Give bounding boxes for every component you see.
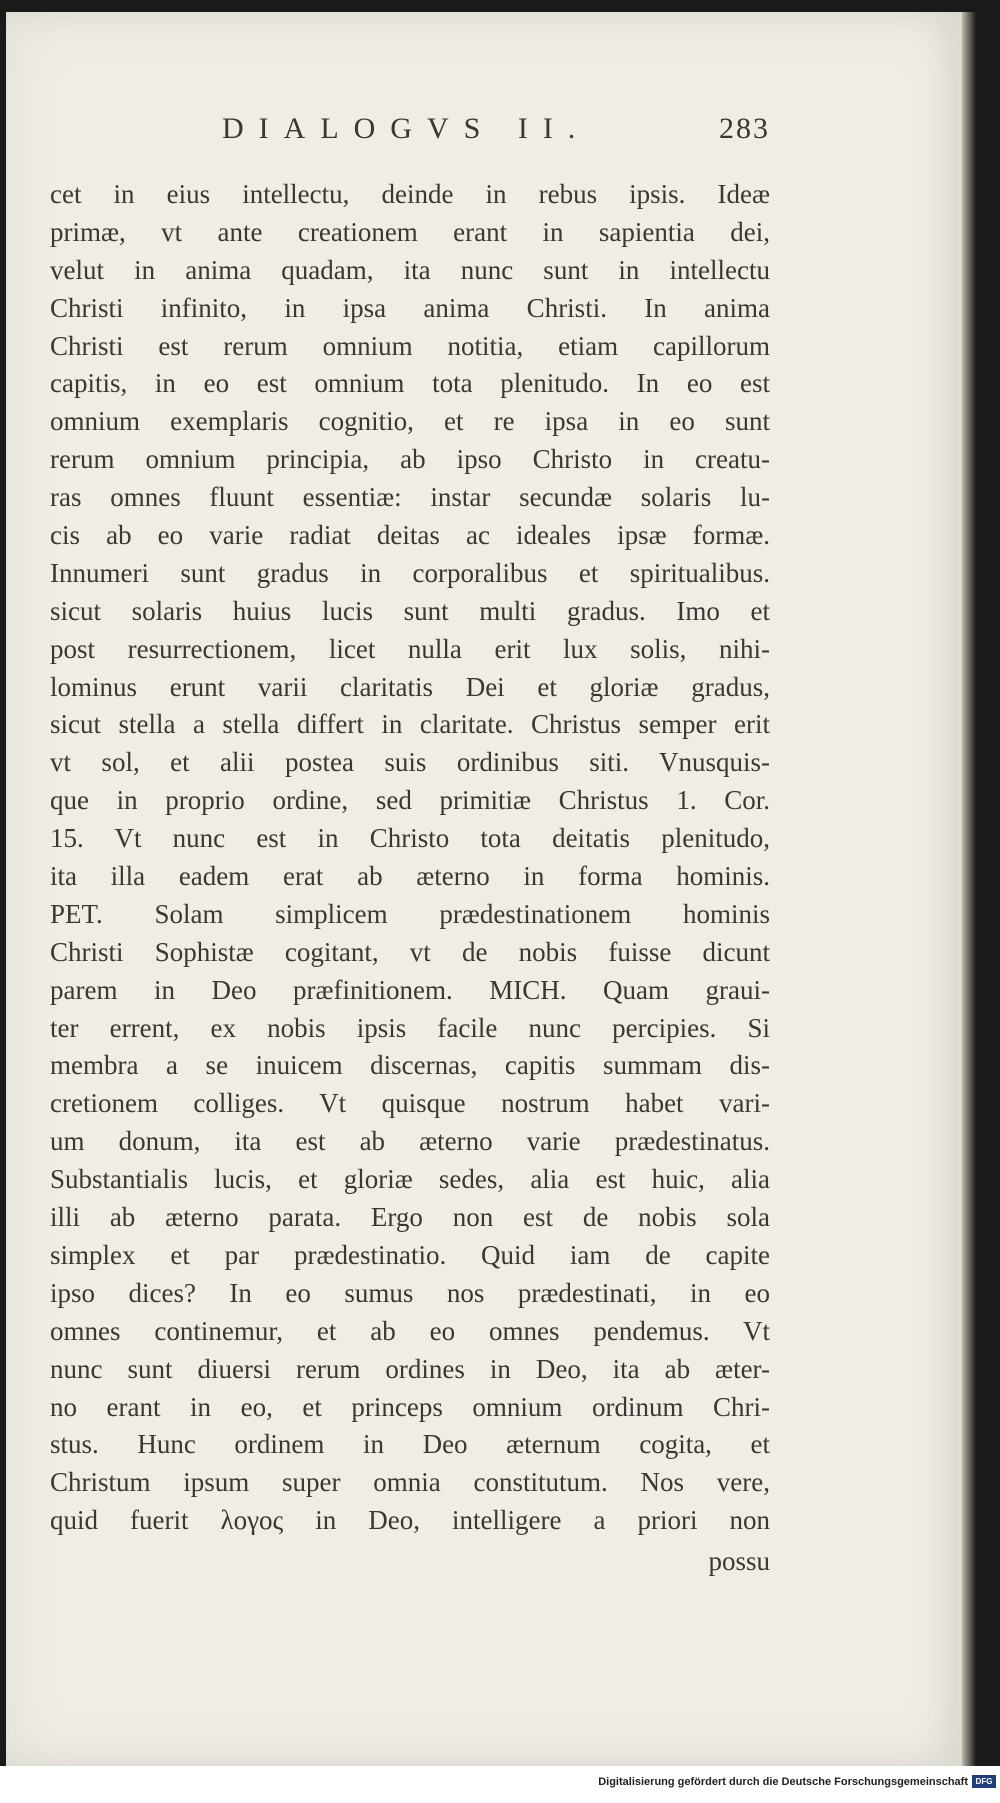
text-line: primæ, vt ante creationem erant in sapientia dei, — [50, 216, 770, 247]
text-line: 15. Vt nunc est in Christo tota deitatis plenitudo, — [50, 823, 770, 854]
text-line: parem in Deo præfinitionem. MICH. Quam graui- — [50, 974, 770, 1005]
page-number: 283 — [719, 112, 770, 145]
text-line: no erant in eo, et princeps omnium ordinum Chri- — [50, 1391, 770, 1422]
text-line: membra a se inuicem discernas, capitis summam dis- — [50, 1050, 770, 1081]
text-line: simplex et par prædestinatio. Quid iam de capite — [50, 1239, 770, 1270]
text-line: sicut stella a stella differt in claritate. Christus semper erit — [50, 709, 770, 740]
running-head — [52, 112, 770, 152]
text-line: um donum, ita est ab æterno varie prædestinatus. — [50, 1126, 770, 1157]
running-head-title: DIALOGVS II. — [222, 112, 591, 145]
text-line: rerum omnium principia, ab ipso Christo in creatu- — [50, 444, 770, 475]
text-line: sicut solaris huius lucis sunt multi gradus. Imo et — [50, 595, 770, 626]
text-line: Christum ipsum super omnia constitutum. Nos vere, — [50, 1467, 770, 1498]
text-line: illi ab æterno parata. Ergo non est de nobis sola — [50, 1202, 770, 1233]
text-line: lominus erunt varii claritatis Dei et gloriæ gradus, — [50, 671, 770, 702]
text-line: omnium exemplaris cognitio, et re ipsa in eo sunt — [50, 406, 770, 437]
text-line: cretionem colliges. Vt quisque nostrum habet vari- — [50, 1088, 770, 1119]
text-line: capitis, in eo est omnium tota plenitudo. In eo est — [50, 368, 770, 399]
text-line: que in proprio ordine, sed primitiæ Christus 1. Cor. — [50, 785, 770, 816]
text-line: ter errent, ex nobis ipsis facile nunc percipies. Si — [50, 1012, 770, 1043]
text-line: velut in anima quadam, ita nunc sunt in intellectu — [50, 254, 770, 285]
text-line: ipso dices? In eo sumus nos prædestinati, in eo — [50, 1277, 770, 1308]
text-line: ita illa eadem erat ab æterno in forma hominis. — [50, 861, 770, 892]
text-line: Christi est rerum omnium notitia, etiam capillorum — [50, 330, 770, 361]
text-line: cet in eius intellectu, deinde in rebus ipsis. Ideæ — [50, 179, 770, 209]
text-line: ras omnes fluunt essentiæ: instar secundæ solaris lu- — [50, 482, 770, 513]
body-text — [50, 176, 770, 1540]
text-line: Christi infinito, in ipsa anima Christi. In anima — [50, 292, 770, 323]
text-line: quid fuerit λογος in Deo, intelligere a priori non — [50, 1505, 770, 1536]
text-line: omnes continemur, et ab eo omnes pendemus. Vt — [50, 1315, 770, 1346]
text-line: nunc sunt diuersi rerum ordines in Deo, ita ab æter- — [50, 1353, 770, 1384]
text-line: vt sol, et alii postea suis ordinibus siti. Vnusquis- — [50, 747, 770, 778]
text-line: stus. Hunc ordinem in Deo æternum cogita, et — [50, 1429, 770, 1460]
text-line: Innumeri sunt gradus in corporalibus et spiritualibus. — [50, 557, 770, 588]
text-line: PET. Solam simplicem prædestinationem hominis — [50, 898, 770, 929]
text-line: post resurrectionem, licet nulla erit lux solis, nihi- — [50, 633, 770, 664]
text-line: Substantialis lucis, et gloriæ sedes, alia est huic, alia — [50, 1164, 770, 1195]
text-line: cis ab eo varie radiat deitas ac ideales ipsæ formæ. — [50, 520, 770, 551]
text-line: Christi Sophistæ cogitant, vt de nobis fuisse dicunt — [50, 936, 770, 967]
catchword: possu — [708, 1546, 770, 1576]
page-edge-shadow — [962, 12, 976, 1766]
digitization-footer — [0, 1766, 1000, 1803]
funding-credit: Digitalisierung gefördert durch die Deutsche Forschungsgemeinschaft — [598, 1776, 968, 1788]
dfg-logo: DFG — [972, 1775, 996, 1788]
